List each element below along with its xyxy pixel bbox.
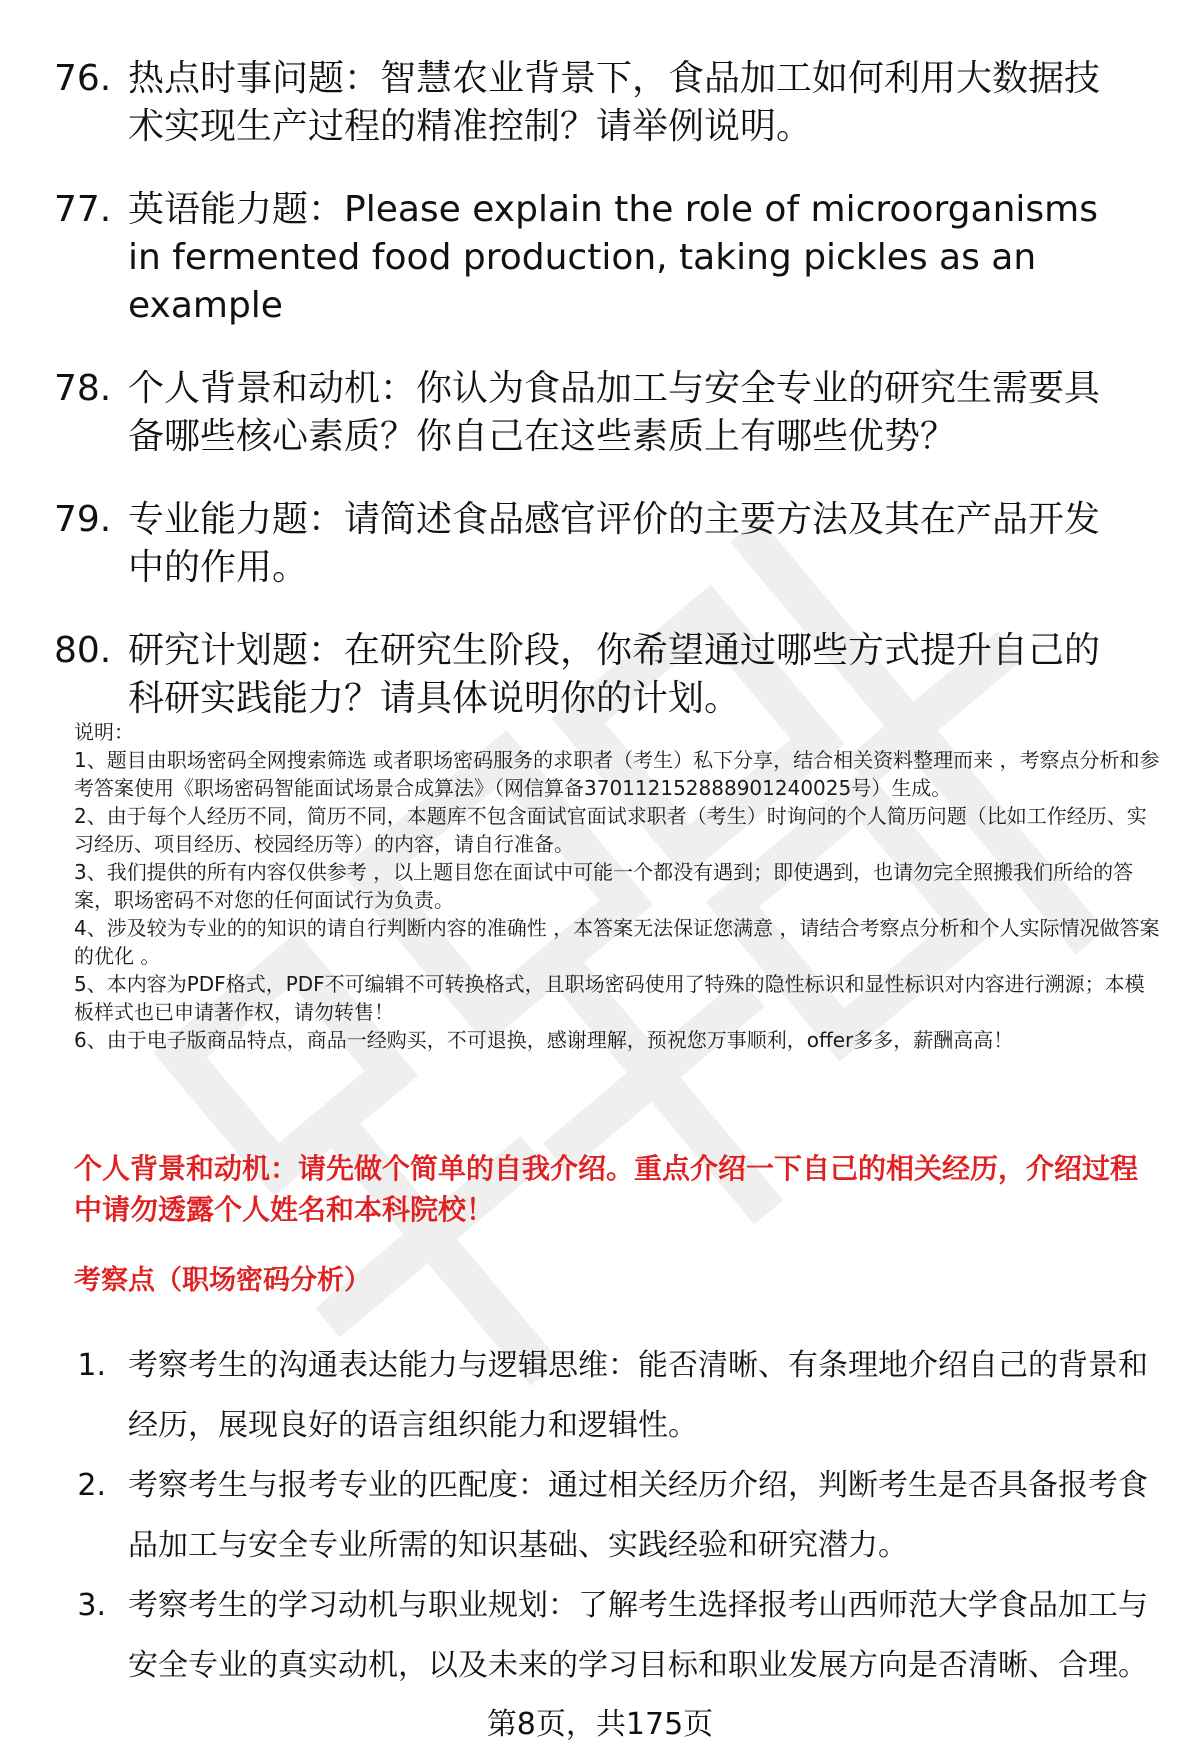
question-item: [0, 365, 1200, 461]
note-item: 3、我们提供的所有内容仅供参考 ，以上题目您在面试中可能一个都没有遇到；即使遇到，也请勿完全照搬我们所给的答案，职场密码不对您的任何面试行为负责。: [74, 860, 1134, 912]
point-number: 3.: [77, 1588, 106, 1623]
question-number: 76.: [54, 58, 112, 99]
note-item: 6、由于电子版商品特点，商品一经购买，不可退换，感谢理解，预祝您万事顺利，offer多多，薪酬高高！: [74, 1028, 1014, 1052]
question-text: 专业能力题：请简述食品感官评价的主要方法及其在产品开发中的作用。: [128, 499, 1101, 588]
question-item: [0, 496, 1200, 592]
point-text: 考察考生与报考专业的匹配度：通过相关经历介绍，判断考生是否具备报考食品加工与安全专业所需的知识基础、实践经验和研究潜力。: [128, 1468, 1148, 1563]
question-text: 个人背景和动机：你认为食品加工与安全专业的研究生需要具备哪些核心素质？你自己在这些素质上有哪些优势？: [128, 368, 1101, 457]
analysis-point: [0, 1336, 1200, 1456]
note-item: 4、涉及较为专业的的知识的请自行判断内容的准确性 ，本答案无法保证您满意 ，请结合考察点分析和个人实际情况做答案的优化 。: [74, 916, 1160, 968]
note-item: 1、题目由职场密码全网搜索筛选 或者职场密码服务的求职者（考生）私下分享，结合相关资料整理而来 ，考察点分析和参考答案使用《职场密码智能面试场景合成算法》（网信算备370112152888901240025号）生成。: [74, 748, 1160, 800]
question-text: 热点时事问题：智慧农业背景下，食品加工如何利用大数据技术实现生产过程的精准控制？请举例说明。: [128, 58, 1101, 147]
question-item: [0, 186, 1200, 330]
question-item: [0, 55, 1200, 151]
question-number: 77.: [54, 189, 112, 230]
analysis-point: [0, 1576, 1200, 1696]
point-number: 1.: [77, 1348, 106, 1383]
page-footer: 第8页，共175页: [486, 1707, 714, 1742]
question-number: 80.: [54, 630, 112, 671]
question-number: 79.: [54, 499, 112, 540]
notes-title: 说明：: [74, 720, 134, 744]
question-list: [0, 55, 1200, 758]
note-item: 2、由于每个人经历不同，简历不同，本题库不包含面试官面试求职者（考生）时询问的个人简历问题（比如工作经历、实习经历、项目经历、校园经历等）的内容，请自行准备。: [74, 804, 1147, 856]
featured-question: 个人背景和动机：请先做个简单的自我介绍。重点介绍一下自己的相关经历，介绍过程中请勿透露个人姓名和本科院校！: [74, 1152, 1139, 1226]
analysis-heading: 考察点（职场密码分析）: [74, 1265, 371, 1296]
point-text: 考察考生的沟通表达能力与逻辑思维：能否清晰、有条理地介绍自己的背景和经历，展现良好的语言组织能力和逻辑性。: [128, 1348, 1148, 1443]
question-text: 研究计划题：在研究生阶段，你希望通过哪些方式提升自己的科研实践能力？请具体说明你的计划。: [128, 630, 1101, 719]
disclaimer-notes: [74, 718, 1164, 1054]
question-item: [0, 627, 1200, 723]
analysis-point-list: [0, 1336, 1200, 1696]
question-text: 英语能力题：Please explain the role of microorganisms in fermented food production, taking pickles as an example: [128, 189, 1098, 326]
point-number: 2.: [77, 1468, 106, 1503]
point-text: 考察考生的学习动机与职业规划：了解考生选择报考山西师范大学食品加工与安全专业的真实动机，以及未来的学习目标和职业发展方向是否清晰、合理。: [128, 1588, 1148, 1683]
analysis-point: [0, 1456, 1200, 1576]
note-item: 5、本内容为PDF格式，PDF不可编辑不可转换格式，且职场密码使用了特殊的隐性标识和显性标识对内容进行溯源；本模板样式也已申请著作权，请勿转售！: [74, 972, 1145, 1024]
question-number: 78.: [54, 368, 112, 409]
